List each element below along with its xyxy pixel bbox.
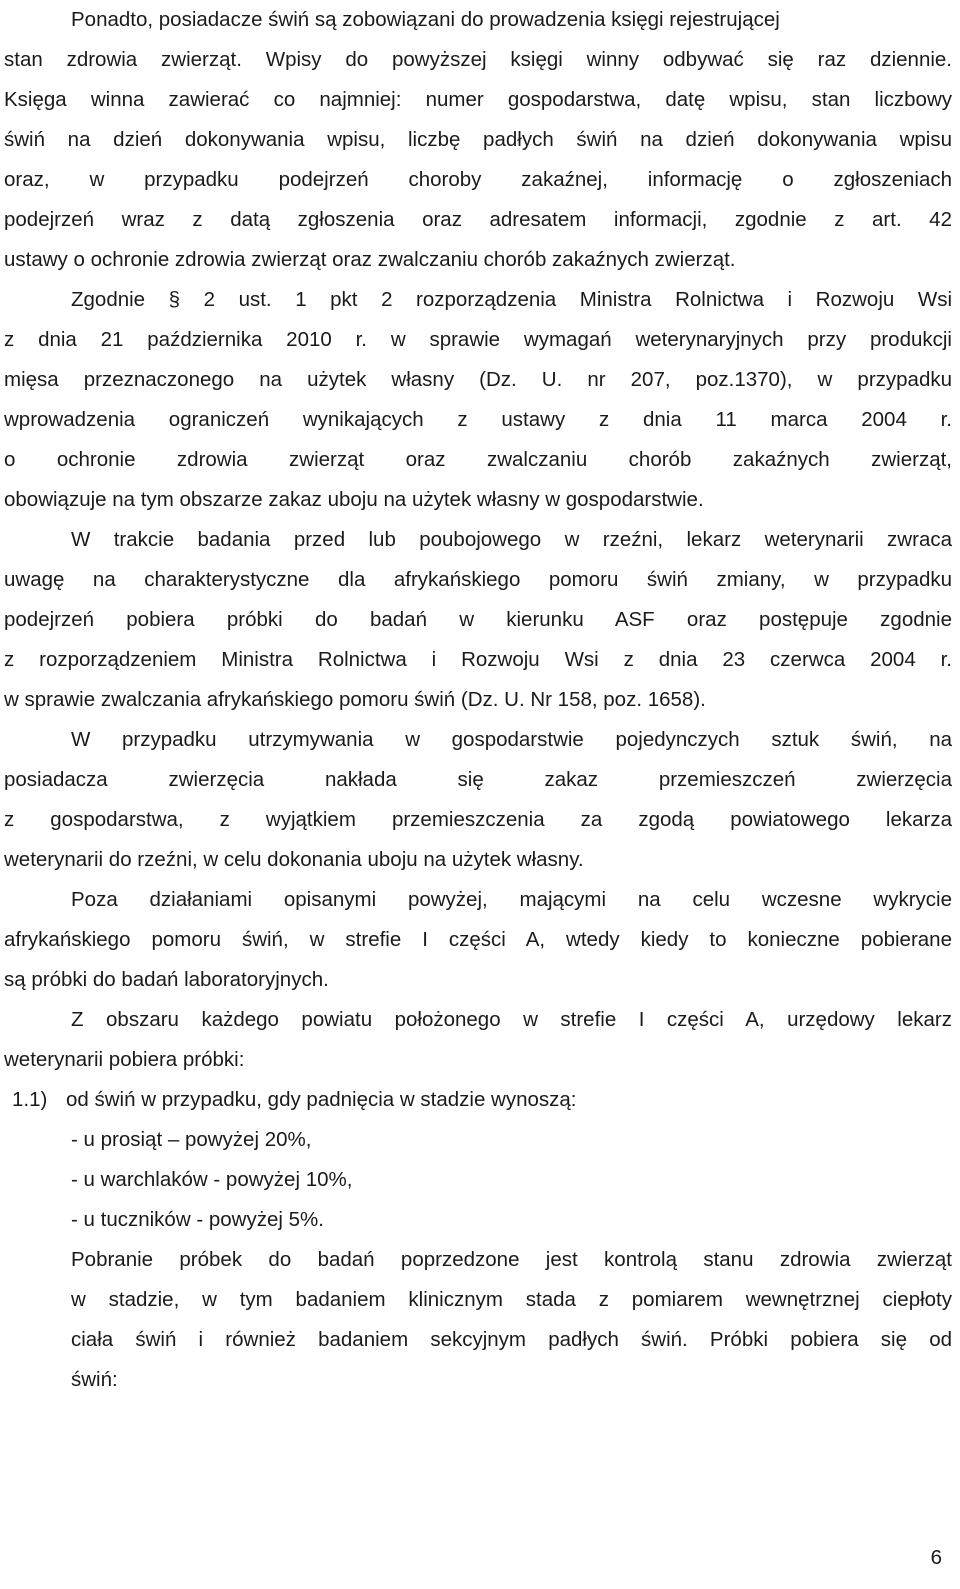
line-text: posiadacza zwierzęcia nakłada się zakaz przemieszczeń zwierzęcia (4, 768, 952, 791)
line-text: uwagę na charakterystyczne dla afrykańskiego pomoru świń zmiany, w przypadku (4, 568, 952, 591)
text-line (4, 560, 952, 600)
line-text: Pobranie próbek do badań poprzedzone jest kontrolą stanu zdrowia zwierząt (71, 1248, 952, 1271)
text-line (4, 680, 952, 720)
line-text: z dnia 21 października 2010 r. w sprawie wymagań weterynaryjnych przy produkcji (4, 328, 952, 351)
line-text: podejrzeń pobiera próbki do badań w kierunku ASF oraz postępuje zgodnie (4, 608, 952, 631)
text-line (4, 600, 952, 640)
line-text: mięsa przeznaczonego na użytek własny (Dz. U. nr 207, poz.1370), w przypadku (4, 368, 952, 391)
text-line (4, 200, 952, 240)
list-item (4, 1080, 952, 1120)
text-line (4, 1240, 952, 1280)
line-text: Poza działaniami opisanymi powyżej, mającymi na celu wczesne wykrycie (71, 888, 952, 911)
line-text: o ochronie zdrowia zwierząt oraz zwalczaniu chorób zakaźnych zwierząt, (4, 448, 952, 471)
text-line (4, 760, 952, 800)
text-line (4, 1360, 952, 1400)
line-text: stan zdrowia zwierząt. Wpisy do powyższej księgi winny odbywać się raz dziennie. (4, 48, 952, 71)
line-text: oraz, w przypadku podejrzeń choroby zakaźnej, informację o zgłoszeniach (4, 168, 952, 191)
text-line (4, 880, 952, 920)
text-line (4, 0, 952, 40)
text-line (4, 520, 952, 560)
text-line (4, 800, 952, 840)
line-text: Zgodnie § 2 ust. 1 pkt 2 rozporządzenia Ministra Rolnictwa i Rozwoju Wsi (71, 288, 952, 311)
text-line (4, 400, 952, 440)
text-line (4, 920, 952, 960)
line-text: w sprawie zwalczania afrykańskiego pomoru świń (Dz. U. Nr 158, poz. 1658). (4, 688, 706, 711)
text-line (4, 1040, 952, 1080)
text-line (4, 160, 952, 200)
text-line (4, 1120, 952, 1160)
text-line (4, 240, 952, 280)
line-text: obowiązuje na tym obszarze zakaz uboju na użytek własny w gospodarstwie. (4, 488, 704, 511)
text-line (4, 1160, 952, 1200)
text-line (4, 720, 952, 760)
line-text: Księga winna zawierać co najmniej: numer gospodarstwa, datę wpisu, stan liczbowy (4, 88, 952, 111)
text-line (4, 1200, 952, 1240)
line-text: Ponadto, posiadacze świń są zobowiązani do prowadzenia księgi rejestrującej (71, 8, 780, 31)
line-text: - u tuczników - powyżej 5%. (71, 1208, 324, 1231)
text-line (4, 80, 952, 120)
line-text: świń na dzień dokonywania wpisu, liczbę padłych świń na dzień dokonywania wpisu (4, 128, 952, 151)
line-text: z rozporządzeniem Ministra Rolnictwa i Rozwoju Wsi z dnia 23 czerwca 2004 r. (4, 648, 952, 671)
document-page (4, 0, 952, 1400)
text-line (4, 360, 952, 400)
line-text: weterynarii pobiera próbki: (4, 1048, 245, 1071)
line-text: są próbki do badań laboratoryjnych. (4, 968, 329, 991)
text-line (4, 640, 952, 680)
text-line (4, 480, 952, 520)
line-text: z gospodarstwa, z wyjątkiem przemieszczenia za zgodą powiatowego lekarza (4, 808, 952, 831)
text-line (4, 960, 952, 1000)
line-text: ustawy o ochronie zdrowia zwierząt oraz zwalczaniu chorób zakaźnych zwierząt. (4, 248, 736, 271)
line-text: - u warchlaków - powyżej 10%, (71, 1168, 353, 1191)
line-text: w stadzie, w tym badaniem klinicznym stada z pomiarem wewnętrznej ciepłoty (71, 1288, 952, 1311)
page-number: 6 (930, 1546, 942, 1569)
line-text: Z obszaru każdego powiatu położonego w strefie I części A, urzędowy lekarz (71, 1008, 952, 1031)
line-text: ciała świń i również badaniem sekcyjnym padłych świń. Próbki pobiera się od (71, 1328, 952, 1351)
line-text: W przypadku utrzymywania w gospodarstwie pojedynczych sztuk świń, na (71, 728, 952, 751)
text-line (4, 840, 952, 880)
line-text: weterynarii do rzeźni, w celu dokonania uboju na użytek własny. (4, 848, 584, 871)
text-line (4, 440, 952, 480)
list-number: 1.1) (12, 1088, 48, 1111)
line-text: podejrzeń wraz z datą zgłoszenia oraz adresatem informacji, zgodnie z art. 42 (4, 208, 952, 231)
text-line (4, 1000, 952, 1040)
text-line (4, 40, 952, 80)
line-text: świń: (71, 1368, 118, 1391)
text-line (4, 320, 952, 360)
line-text: afrykańskiego pomoru świń, w strefie I części A, wtedy kiedy to konieczne pobierane (4, 928, 952, 951)
text-line (4, 280, 952, 320)
text-line (4, 1280, 952, 1320)
line-text: od świń w przypadku, gdy padnięcia w stadzie wynoszą: (66, 1088, 577, 1111)
line-text: - u prosiąt – powyżej 20%, (71, 1128, 312, 1151)
line-text: W trakcie badania przed lub poubojowego w rzeźni, lekarz weterynarii zwraca (71, 528, 952, 551)
line-text: wprowadzenia ograniczeń wynikających z ustawy z dnia 11 marca 2004 r. (4, 408, 952, 431)
text-line (4, 1320, 952, 1360)
text-line (4, 120, 952, 160)
